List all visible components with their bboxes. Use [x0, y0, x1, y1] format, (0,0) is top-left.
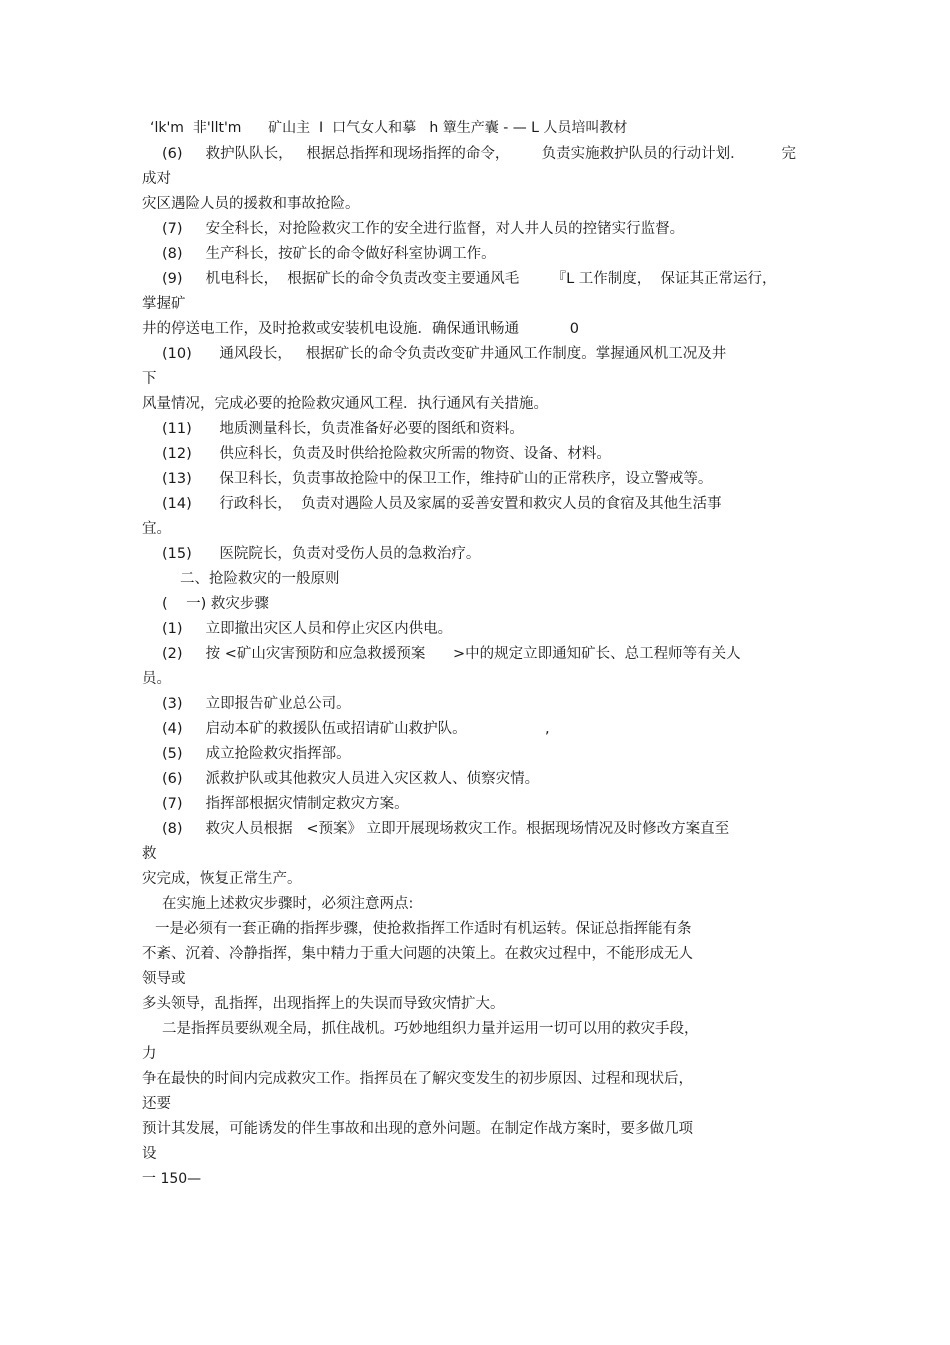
text-line: (9) 机电科长， 根据矿长的命令负责改变主要通风毛 『L 工作制度， 保证其正常运行， — [162, 271, 777, 287]
text-line: (13) 保卫科长，负责事故抢险中的保卫工作，维持矿山的正常秩序，设立警戒等。 — [162, 471, 713, 487]
text-line: 领导或 — [142, 971, 186, 987]
text-line: 设 — [142, 1146, 157, 1162]
text-line: 力 — [142, 1046, 157, 1062]
text-line: 二是指挥员要纵观全局，抓住战机。巧妙地组织力量并运用一切可以用的救灾手段， — [162, 1021, 699, 1037]
text-line: (6) 派救护队或其他救灾人员进入灾区救人、侦察灾情。 — [162, 771, 540, 787]
running-header: ‘lk'm 非'llt'm 矿山主 I 口气女人和摹 h 簟生产囊 - — L 人员培叫教材 — [150, 120, 628, 136]
text-line: (8) 救灾人员根据 <预案》 立即开展现场救灾工作。根据现场情况及时修改方案直至 — [162, 821, 730, 837]
text-line: 不紊、沉着、冷静指挥，集中精力于重大问题的决策上。在救灾过程中，不能形成无人 — [142, 946, 693, 962]
text-line: 成对 — [142, 171, 171, 187]
text-line: (12) 供应科长，负责及时供给抢险救灾所需的物资、设备、材料。 — [162, 446, 611, 462]
text-line: 灾区遇险人员的援救和事故抢险。 — [142, 196, 360, 212]
text-line: 在实施上述救灾步骤时，必须注意两点: — [162, 896, 414, 912]
text-line: (11) 地质测量科长，负责准备好必要的图纸和资料。 — [162, 421, 524, 437]
text-line: 还要 — [142, 1096, 171, 1112]
text-line: 宜。 — [142, 521, 171, 537]
text-line: (7) 指挥部根据灾情制定救灾方案。 — [162, 796, 409, 812]
text-line: 预计其发展，可能诱发的伴生事故和出现的意外问题。在制定作战方案时，要多做几项 — [142, 1121, 693, 1137]
text-line: (1) 立即撤出灾区人员和停止灾区内供电。 — [162, 621, 453, 637]
section-heading: 二、抢险救灾的一般原则 — [180, 571, 340, 587]
text-line: (3) 立即报告矿业总公司。 — [162, 696, 351, 712]
text-line: 灾完成，恢复正常生产。 — [142, 871, 302, 887]
text-line: (6) 救护队队长， 根据总指挥和现场指挥的命令， 负责实施救护队员的行动计划． 完 — [162, 146, 797, 162]
text-line: 争在最快的时间内完成救灾工作。指挥员在了解灾变发生的初步原因、过程和现状后， — [142, 1071, 693, 1087]
text-line: 多头领导，乱指挥，出现指挥上的失误而导致灾情扩大。 — [142, 996, 505, 1012]
text-line: (4) 启动本矿的救援队伍或招请矿山救护队。 , — [162, 721, 550, 737]
text-line: (15) 医院院长，负责对受伤人员的急救治疗。 — [162, 546, 481, 562]
text-line: (8) 生产科长，按矿长的命令做好科室协调工作。 — [162, 246, 496, 262]
text-line: (2) 按 <矿山灾害预防和应急救援预案 >中的规定立即通知矿长、总工程师等有关人 — [162, 646, 741, 662]
text-line: 一是必须有一套正确的指挥步骤，使抢救指挥工作适时有机运转。保证总指挥能有条 — [155, 921, 692, 937]
page-number: 一 150— — [142, 1171, 202, 1187]
text-line: 井的停送电工作，及时抢救或安装机电设施．确保通讯畅通 0 — [142, 321, 579, 337]
text-line: 风量情况，完成必要的抢险救灾通风工程．执行通风有关措施。 — [142, 396, 548, 412]
text-line: 下 — [142, 371, 157, 387]
text-line: 救 — [142, 846, 157, 862]
text-line: (7) 安全科长，对抢险救灾工作的安全进行监督，对人井人员的控锗实行监督。 — [162, 221, 685, 237]
text-line: (5) 成立抢险救灾指挥部。 — [162, 746, 351, 762]
text-line: 掌握矿 — [142, 296, 186, 312]
text-line: (10) 通风段长， 根据矿长的命令负责改变矿井通风工作制度。掌握通风机工况及井 — [162, 346, 727, 362]
subsection-heading: ( 一) 救灾步骤 — [162, 596, 269, 612]
text-line: 员。 — [142, 671, 171, 687]
text-line: (14) 行政科长， 负责对遇险人员及家属的妥善安置和救灾人员的食宿及其他生活事 — [162, 496, 722, 512]
